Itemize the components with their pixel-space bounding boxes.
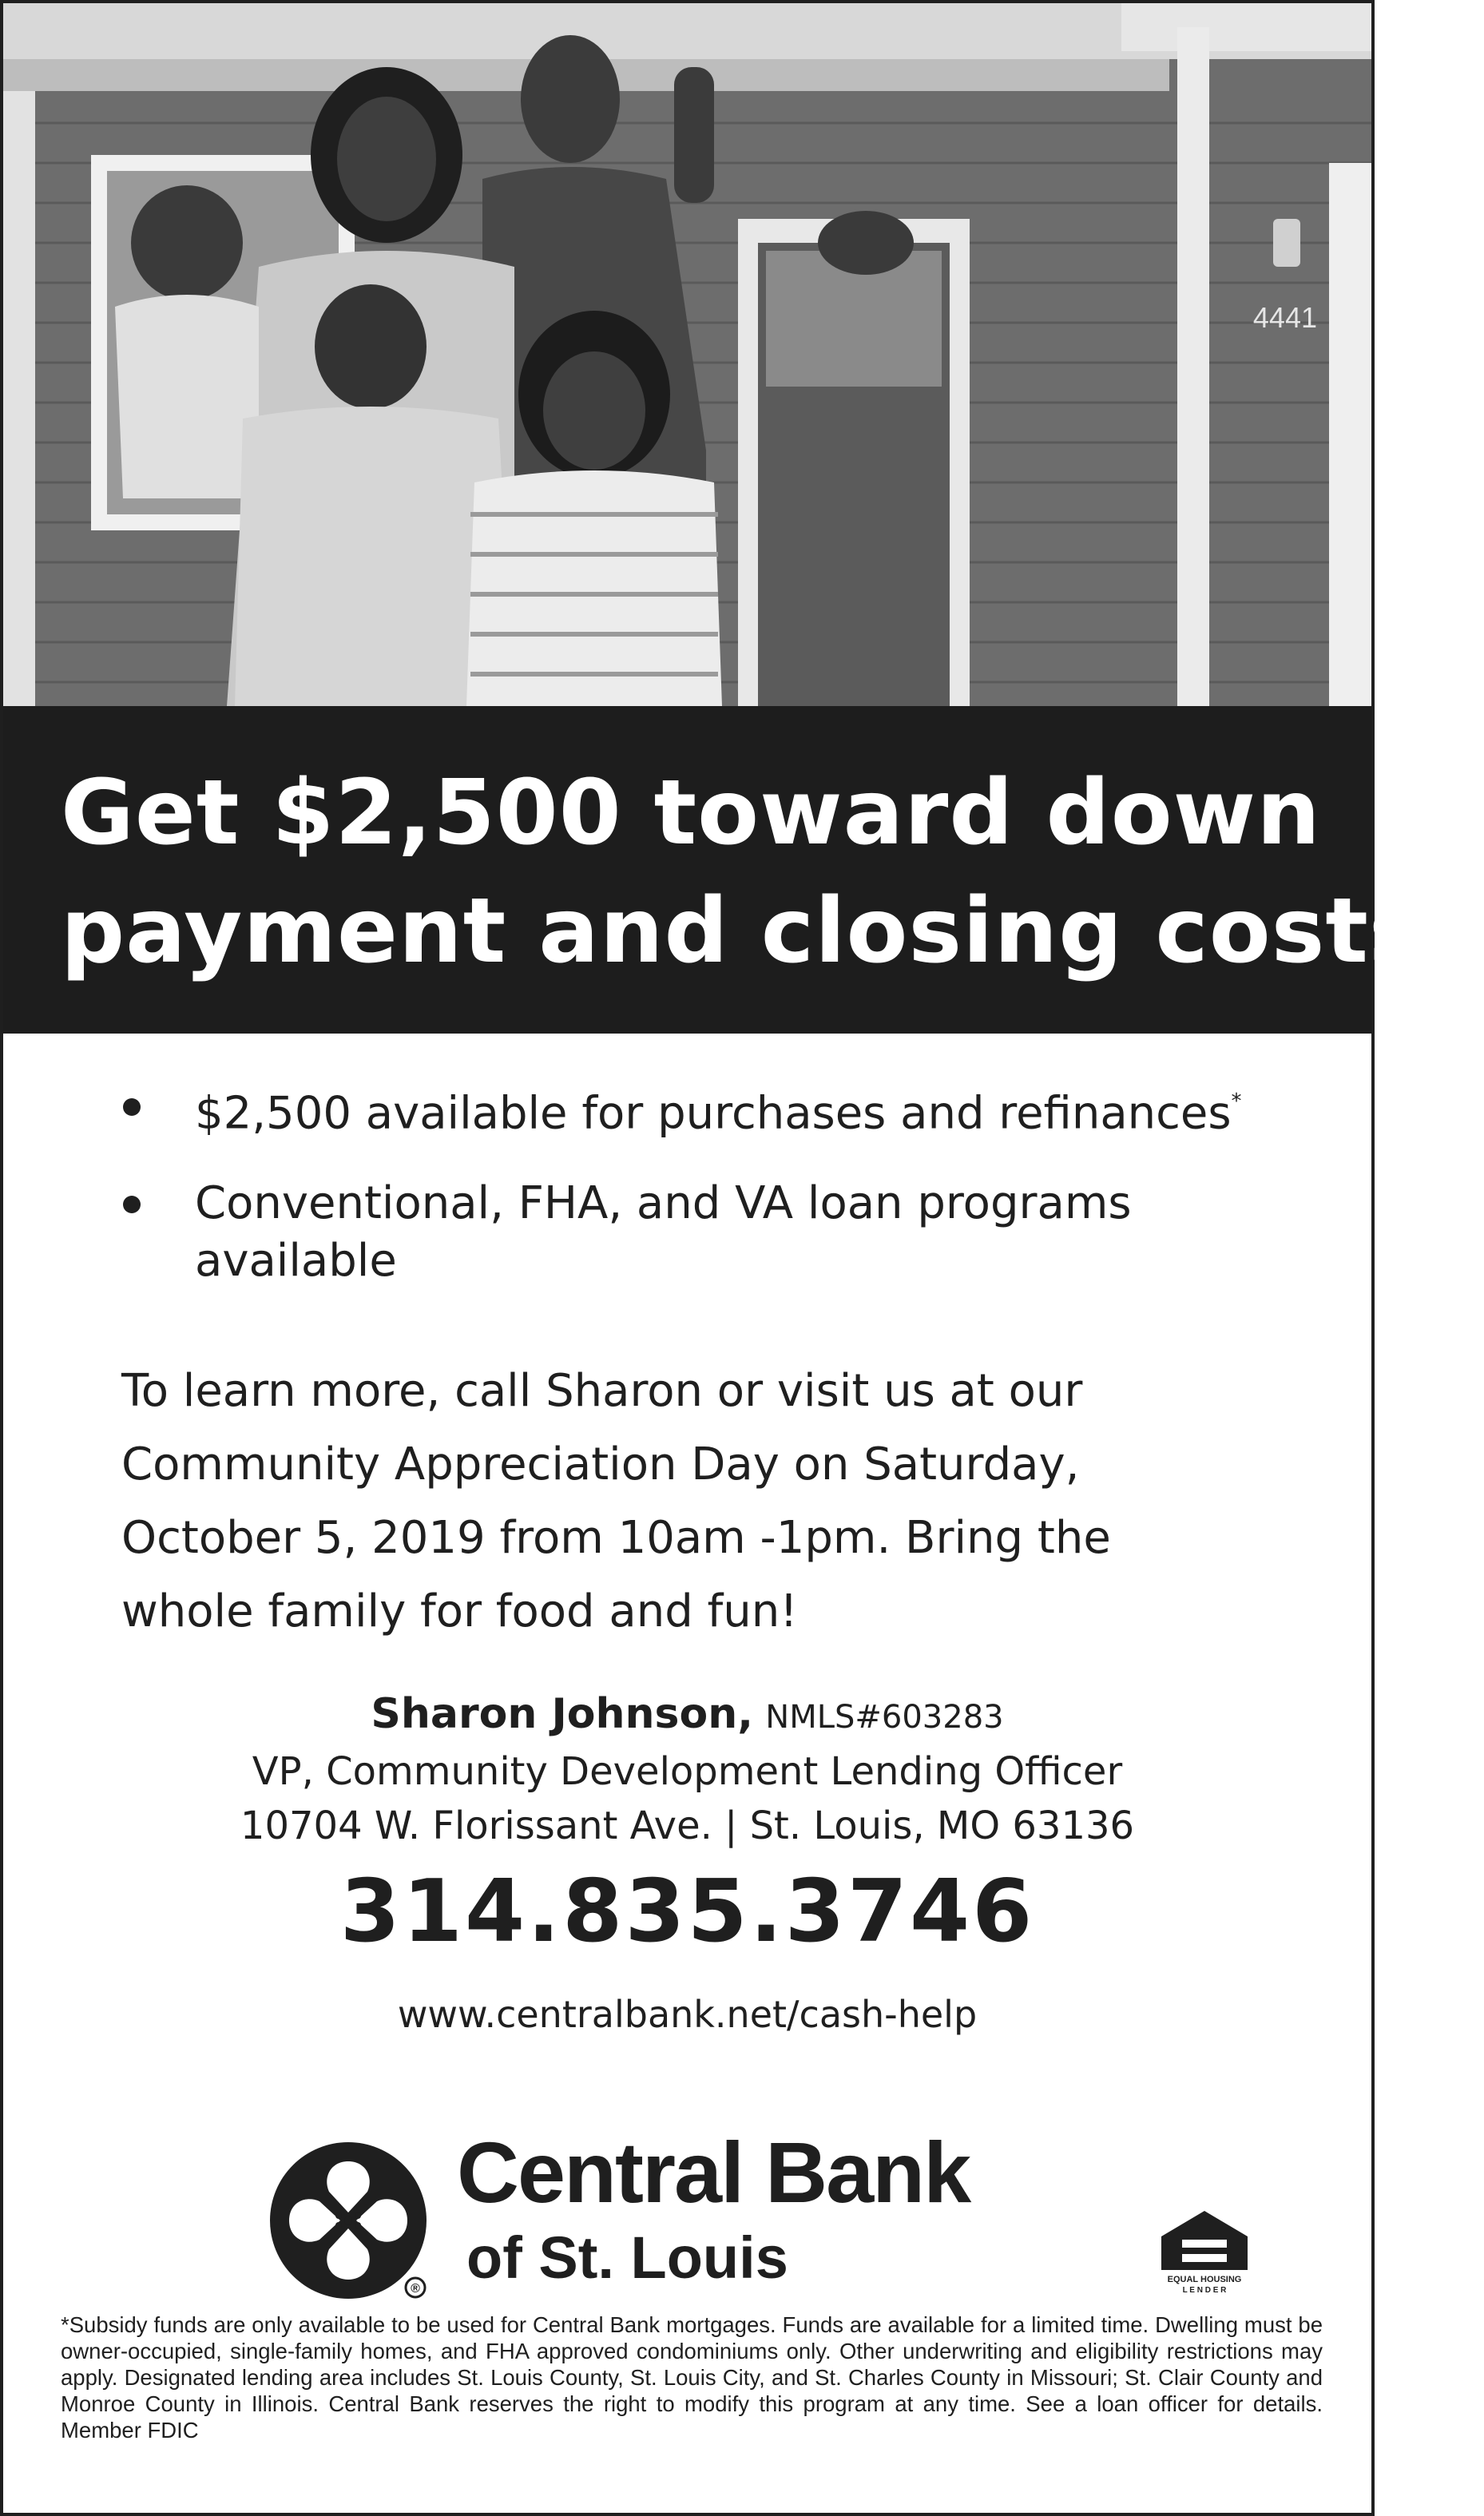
contact-nmls: NMLS#603283 bbox=[765, 1699, 1004, 1736]
bullet-icon bbox=[123, 1196, 141, 1213]
bank-location: of St. Louis bbox=[466, 2224, 788, 2291]
event-paragraph bbox=[121, 1355, 1256, 1649]
family-in-front-of-house-photo bbox=[3, 3, 1371, 706]
paragraph-line: whole family for food and fun! bbox=[121, 1585, 798, 1637]
benefit-text: Conventional, FHA, and VA loan programs available bbox=[195, 1177, 1132, 1287]
headline-line-1: Get $2,500 toward down bbox=[61, 761, 1321, 865]
list-item bbox=[115, 1077, 1249, 1143]
disclaimer-text: *Subsidy funds are only available to be used for Central Bank mortgages. Funds are available for a limited time. Dwelling must be owner-occupied, single-family homes, and FHA approved condominiums only. Other underwriting and eligibility restrictions may apply. Designated lending area includes St. Louis County, St. Louis City, and St. Charles County in Missouri; St. Clair County and Monroe County in Illinois. Central Bank reserves the right to modify this program at any time. See a loan officer for details. Member FDIC bbox=[61, 2312, 1323, 2443]
lender-text: L E N D E R bbox=[1182, 2286, 1227, 2295]
contact-name-line bbox=[3, 1687, 1371, 1744]
headline-line-2 bbox=[61, 872, 1484, 990]
benefit-asterisk: * bbox=[1231, 1089, 1242, 1113]
list-item bbox=[115, 1175, 1249, 1290]
headline-line-2-text: payment and closing costs! bbox=[61, 879, 1465, 983]
contact-block bbox=[3, 1687, 1371, 2038]
website-link[interactable]: www.centralbank.net/cash-help bbox=[397, 1993, 978, 2036]
phone-number[interactable]: 314.835.3746 bbox=[339, 1862, 1035, 1962]
paragraph-line: Community Appreciation Day on Saturday, bbox=[121, 1439, 1080, 1490]
contact-title: VP, Community Development Lending Officer bbox=[252, 1749, 1123, 1794]
bank-name: Central Bank bbox=[457, 2124, 970, 2220]
paragraph-line: October 5, 2019 from 10am -1pm. Bring the bbox=[121, 1512, 1111, 1564]
equal-housing-lender-icon bbox=[1153, 2208, 1256, 2296]
family-photo bbox=[3, 3, 1371, 706]
benefit-text: $2,500 available for purchases and refinances bbox=[195, 1087, 1232, 1140]
headline-band bbox=[3, 706, 1484, 1034]
equal-housing-text: EQUAL HOUSING bbox=[1167, 2275, 1242, 2284]
house-number: 4441 bbox=[1252, 301, 1317, 334]
headline-asterisk: * bbox=[1464, 919, 1484, 959]
contact-address: 10704 W. Florissant Ave. | St. Louis, MO 63136 bbox=[240, 1804, 1135, 1848]
headline bbox=[61, 754, 1484, 990]
contact-name: Sharon Johnson, bbox=[371, 1690, 754, 1738]
paragraph-line: To learn more, call Sharon or visit us at our bbox=[121, 1365, 1083, 1417]
dogwood-flower-icon bbox=[267, 2139, 434, 2307]
bank-logo bbox=[267, 2124, 1129, 2304]
benefit-list bbox=[115, 1077, 1249, 1322]
registered-mark: ® bbox=[411, 2282, 420, 2296]
bullet-icon bbox=[123, 1098, 141, 1116]
